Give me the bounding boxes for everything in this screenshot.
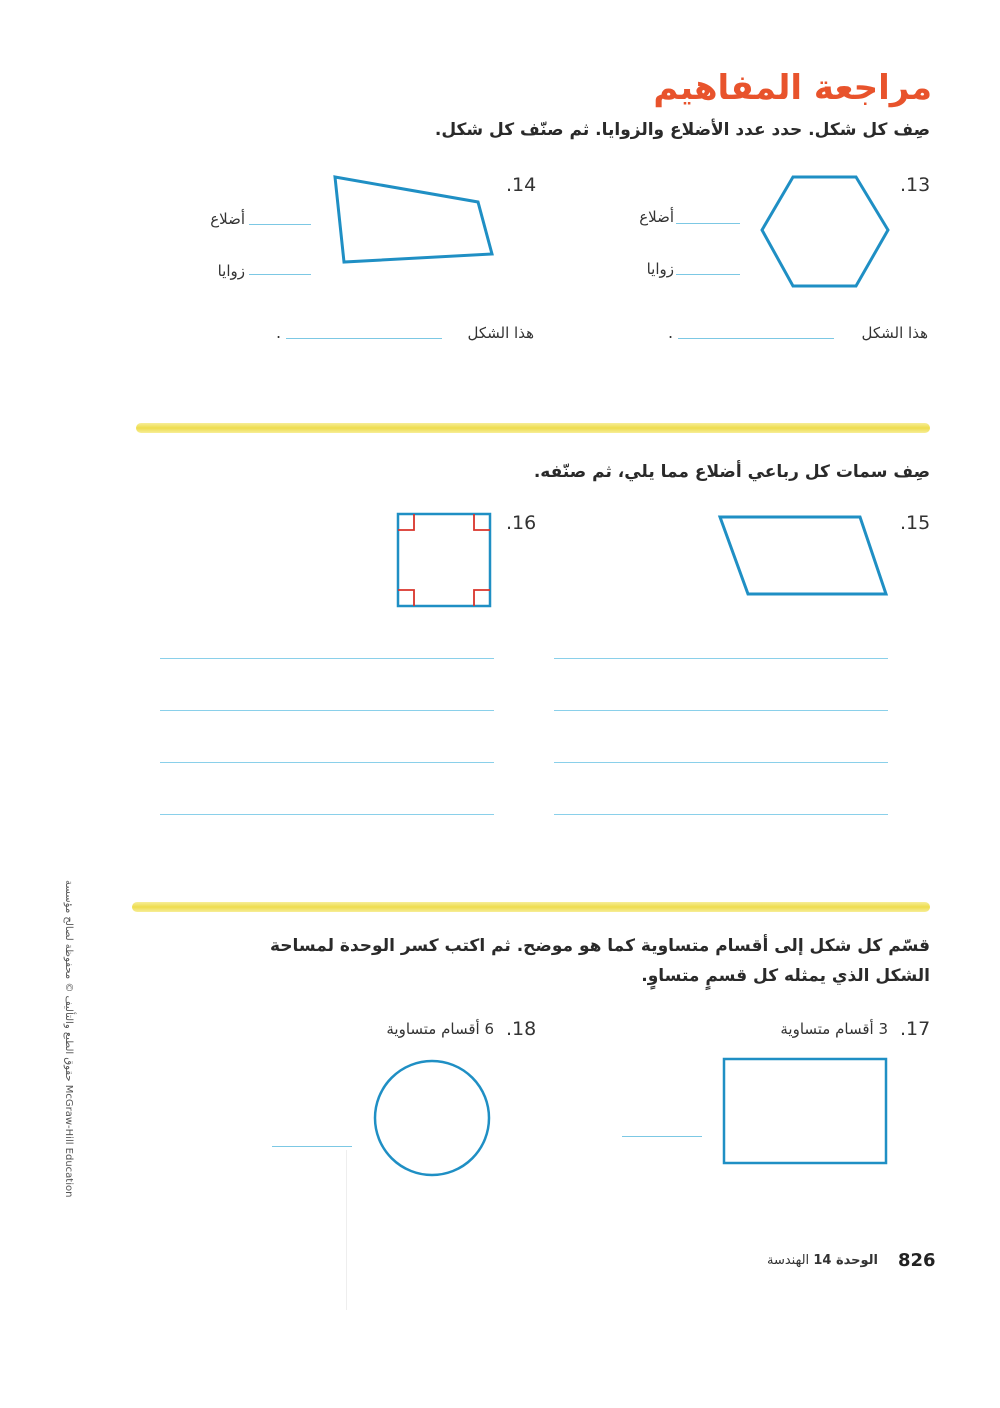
q14-shape-prompt: هذا الشكل xyxy=(467,324,534,342)
hexagon-shape xyxy=(755,170,895,294)
q13-shape-blank[interactable] xyxy=(678,338,834,339)
q16-number: .16 xyxy=(506,512,537,534)
highlight-divider xyxy=(136,423,930,433)
q14-sides-label: أضلاع xyxy=(210,210,245,228)
q18-fraction-blank[interactable] xyxy=(272,1146,352,1147)
q14-sides-blank[interactable] xyxy=(249,224,311,225)
q15-answer-line[interactable] xyxy=(554,658,888,659)
q14-end-dot: . xyxy=(276,323,282,342)
q14-angles-label: زوايا xyxy=(217,262,245,280)
q16-answer-line[interactable] xyxy=(160,814,494,815)
q13-sides-blank[interactable] xyxy=(676,223,740,224)
q13-angles-label: زوايا xyxy=(646,260,674,278)
q15-answer-line[interactable] xyxy=(554,762,888,763)
rectangle-shape xyxy=(720,1055,890,1167)
q18-number: .18 xyxy=(506,1018,537,1040)
q17-parts-label: 3 أقسام متساوية xyxy=(780,1020,888,1038)
q15-answer-line[interactable] xyxy=(554,710,888,711)
section3-instruction-line1: قسّم كل شكل إلى أقسام متساوية كما هو موضح. ثم اكتب كسر الوحدة لمساحة xyxy=(269,936,930,956)
q16-answer-line[interactable] xyxy=(160,658,494,659)
page-title: مراجعة المفاهيم xyxy=(653,68,932,108)
section1-instruction: صِف كل شكل. حدد عدد الأضلاع والزوايا. ثم صنّف كل شكل. xyxy=(434,120,930,140)
footer-unit-topic: الهندسة xyxy=(767,1253,810,1268)
q14-angles-blank[interactable] xyxy=(249,274,311,275)
q14-number: .14 xyxy=(506,174,537,196)
square-shape xyxy=(394,510,494,610)
q13-shape-prompt: هذا الشكل xyxy=(861,324,928,342)
q13-angles-blank[interactable] xyxy=(676,274,740,275)
q14-shape-blank[interactable] xyxy=(286,338,442,339)
q13-end-dot: . xyxy=(668,323,674,342)
q17-fraction-blank[interactable] xyxy=(622,1136,702,1137)
highlight-divider xyxy=(132,902,930,912)
q15-answer-line[interactable] xyxy=(554,814,888,815)
copyright-text: حقوق الطبع والتأليف © محفوظة لصالح مؤسسة McGraw-Hill Education xyxy=(63,880,74,1198)
q16-answer-line[interactable] xyxy=(160,762,494,763)
footer-unit xyxy=(767,1253,878,1268)
page-number: 826 xyxy=(898,1250,936,1271)
trapezoid-shape xyxy=(330,172,500,268)
q15-number: .15 xyxy=(900,512,931,534)
q17-number: .17 xyxy=(900,1018,931,1040)
q13-number: .13 xyxy=(900,174,931,196)
parallelogram-shape xyxy=(714,512,890,598)
section2-instruction: صِف سمات كل رباعي أضلاع مما يلي، ثم صنّفه. xyxy=(533,462,930,482)
q13-sides-label: أضلاع xyxy=(639,208,674,226)
right-angle-marks xyxy=(398,514,490,606)
section3-instruction-line2: الشكل الذي يمثله كل قسمٍ متساوٍ. xyxy=(641,966,930,986)
footer-unit-label: الوحدة 14 xyxy=(813,1253,878,1268)
circle-shape xyxy=(370,1056,494,1180)
q16-answer-line[interactable] xyxy=(160,710,494,711)
fold-line xyxy=(346,1150,347,1310)
copyright-sidebar xyxy=(56,880,80,1198)
q18-parts-label: 6 أقسام متساوية xyxy=(386,1020,494,1038)
